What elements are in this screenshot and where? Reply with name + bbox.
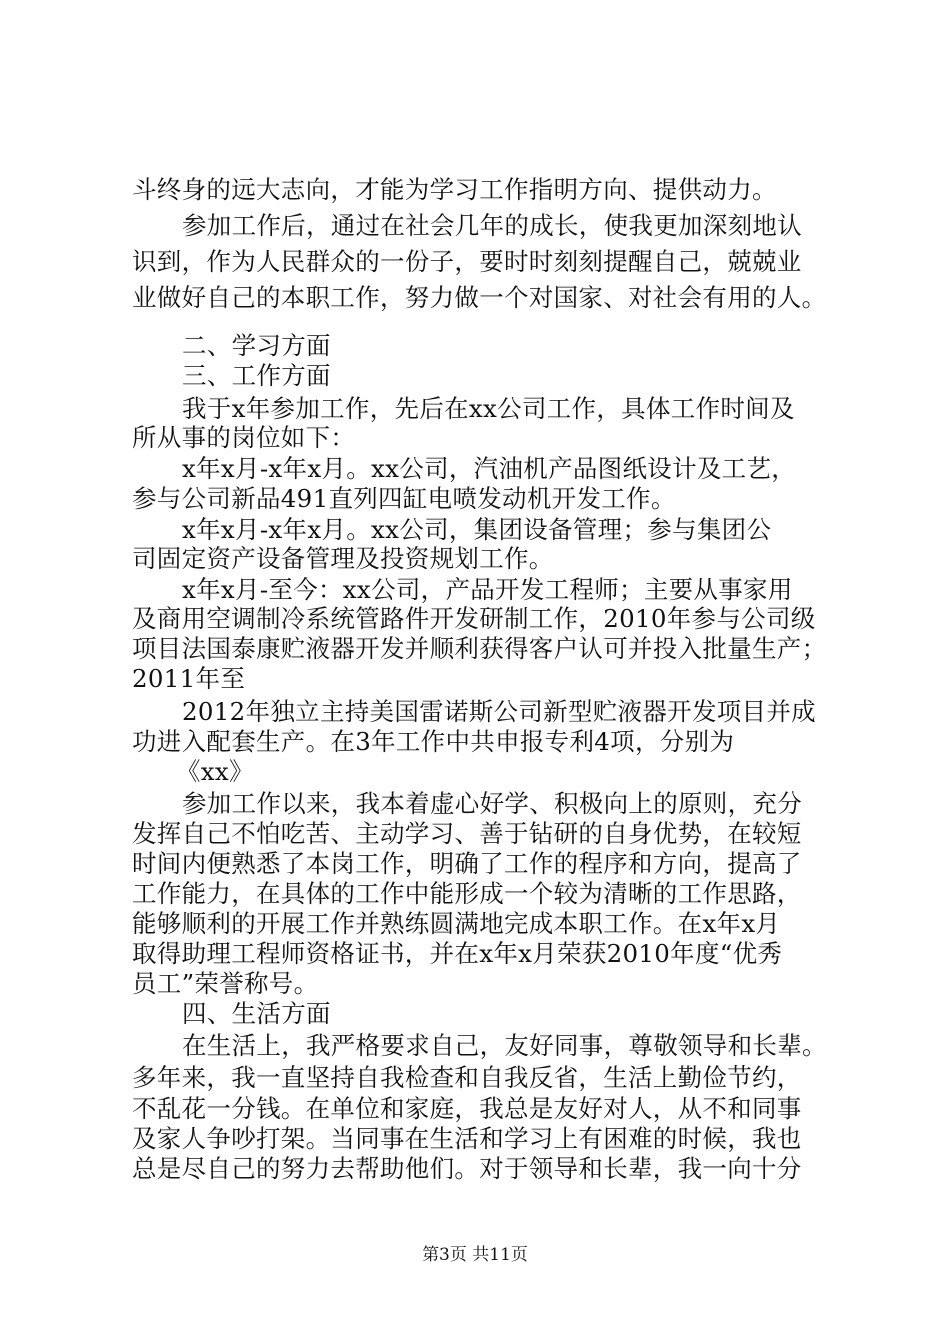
text-line: 不乱花一分钱。在单位和家庭，我总是友好对人，从不和同事 (132, 1094, 802, 1123)
text-line: 2012年独立主持美国雷诺斯公司新型贮液器开发项目并成 (182, 697, 816, 726)
text-line: 总是尽自己的努力去帮助他们。对于领导和长辈，我一向十分 (132, 1154, 802, 1183)
text-line: 斗终身的远大志向，才能为学习工作指明方向、提供动力。 (132, 175, 777, 204)
text-line: 功进入配套生产。在3年工作中共申报专利4项，分别为 (132, 727, 735, 756)
section-heading: 二、学习方面 (182, 331, 331, 360)
text-line: 取得助理工程师资格证书，并在x年x月荣获2010年度“优秀 (132, 939, 783, 968)
text-line: 发挥自己不怕吃苦、主动学习、善于钻研的自身优势，在较短 (132, 819, 802, 848)
section-heading: 四、生活方面 (182, 999, 331, 1028)
text-line: 司固定资产设备管理及投资规划工作。 (132, 544, 554, 573)
text-line: 员工”荣誉称号。 (132, 969, 319, 998)
text-line: x年x月-至今：xx公司，产品开发工程师；主要从事家用 (182, 575, 793, 604)
text-line: 参与公司新品491直列四缸电喷发动机开发工作。 (132, 484, 676, 513)
text-line: x年x月-x年x月。xx公司，汽油机产品图纸设计及工艺， (182, 454, 797, 483)
section-heading: 三、工作方面 (182, 361, 331, 390)
text-line: 我于x年参加工作，先后在xx公司工作，具体工作时间及 (182, 394, 795, 423)
page-number-footer: 第3页 共11页 (422, 1245, 528, 1265)
text-line: 识到，作为人民群众的一份子，要时时刻刻提醒自己，兢兢业 (132, 247, 802, 276)
text-line: 能够顺利的开展工作并熟练圆满地完成本职工作。在x年x月 (132, 909, 781, 938)
text-line: 2011年至 (132, 664, 246, 693)
text-line: 业做好自己的本职工作，努力做一个对国家、对社会有用的人。 (132, 283, 827, 312)
text-line: 多年来，我一直坚持自我检查和自我反省，生活上勤俭节约， (132, 1063, 802, 1092)
text-line: 及商用空调制冷系统管路件开发研制工作，2010年参与公司级 (132, 604, 816, 633)
text-line: 工作能力，在具体的工作中能形成一个较为清晰的工作思路， (132, 879, 802, 908)
text-line: 参加工作以来，我本着虚心好学、积极向上的原则，充分 (182, 789, 802, 818)
text-line: 在生活上，我严格要求自己，友好同事，尊敬领导和长辈。 (182, 1031, 827, 1060)
text-line: x年x月-x年x月。xx公司，集团设备管理；参与集团公 (182, 515, 772, 544)
text-line: 《xx》 (176, 757, 254, 786)
text-line: 及家人争吵打架。当同事在生活和学习上有困难的时候，我也 (132, 1124, 802, 1153)
text-line: 项目法国泰康贮液器开发并顺利获得客户认可并投入批量生产； (132, 634, 827, 663)
text-line: 参加工作后，通过在社会几年的成长，使我更加深刻地认 (182, 211, 802, 240)
text-line: 所从事的岗位如下： (132, 423, 356, 452)
text-line: 时间内便熟悉了本岗工作，明确了工作的程序和方向，提高了 (132, 849, 802, 878)
